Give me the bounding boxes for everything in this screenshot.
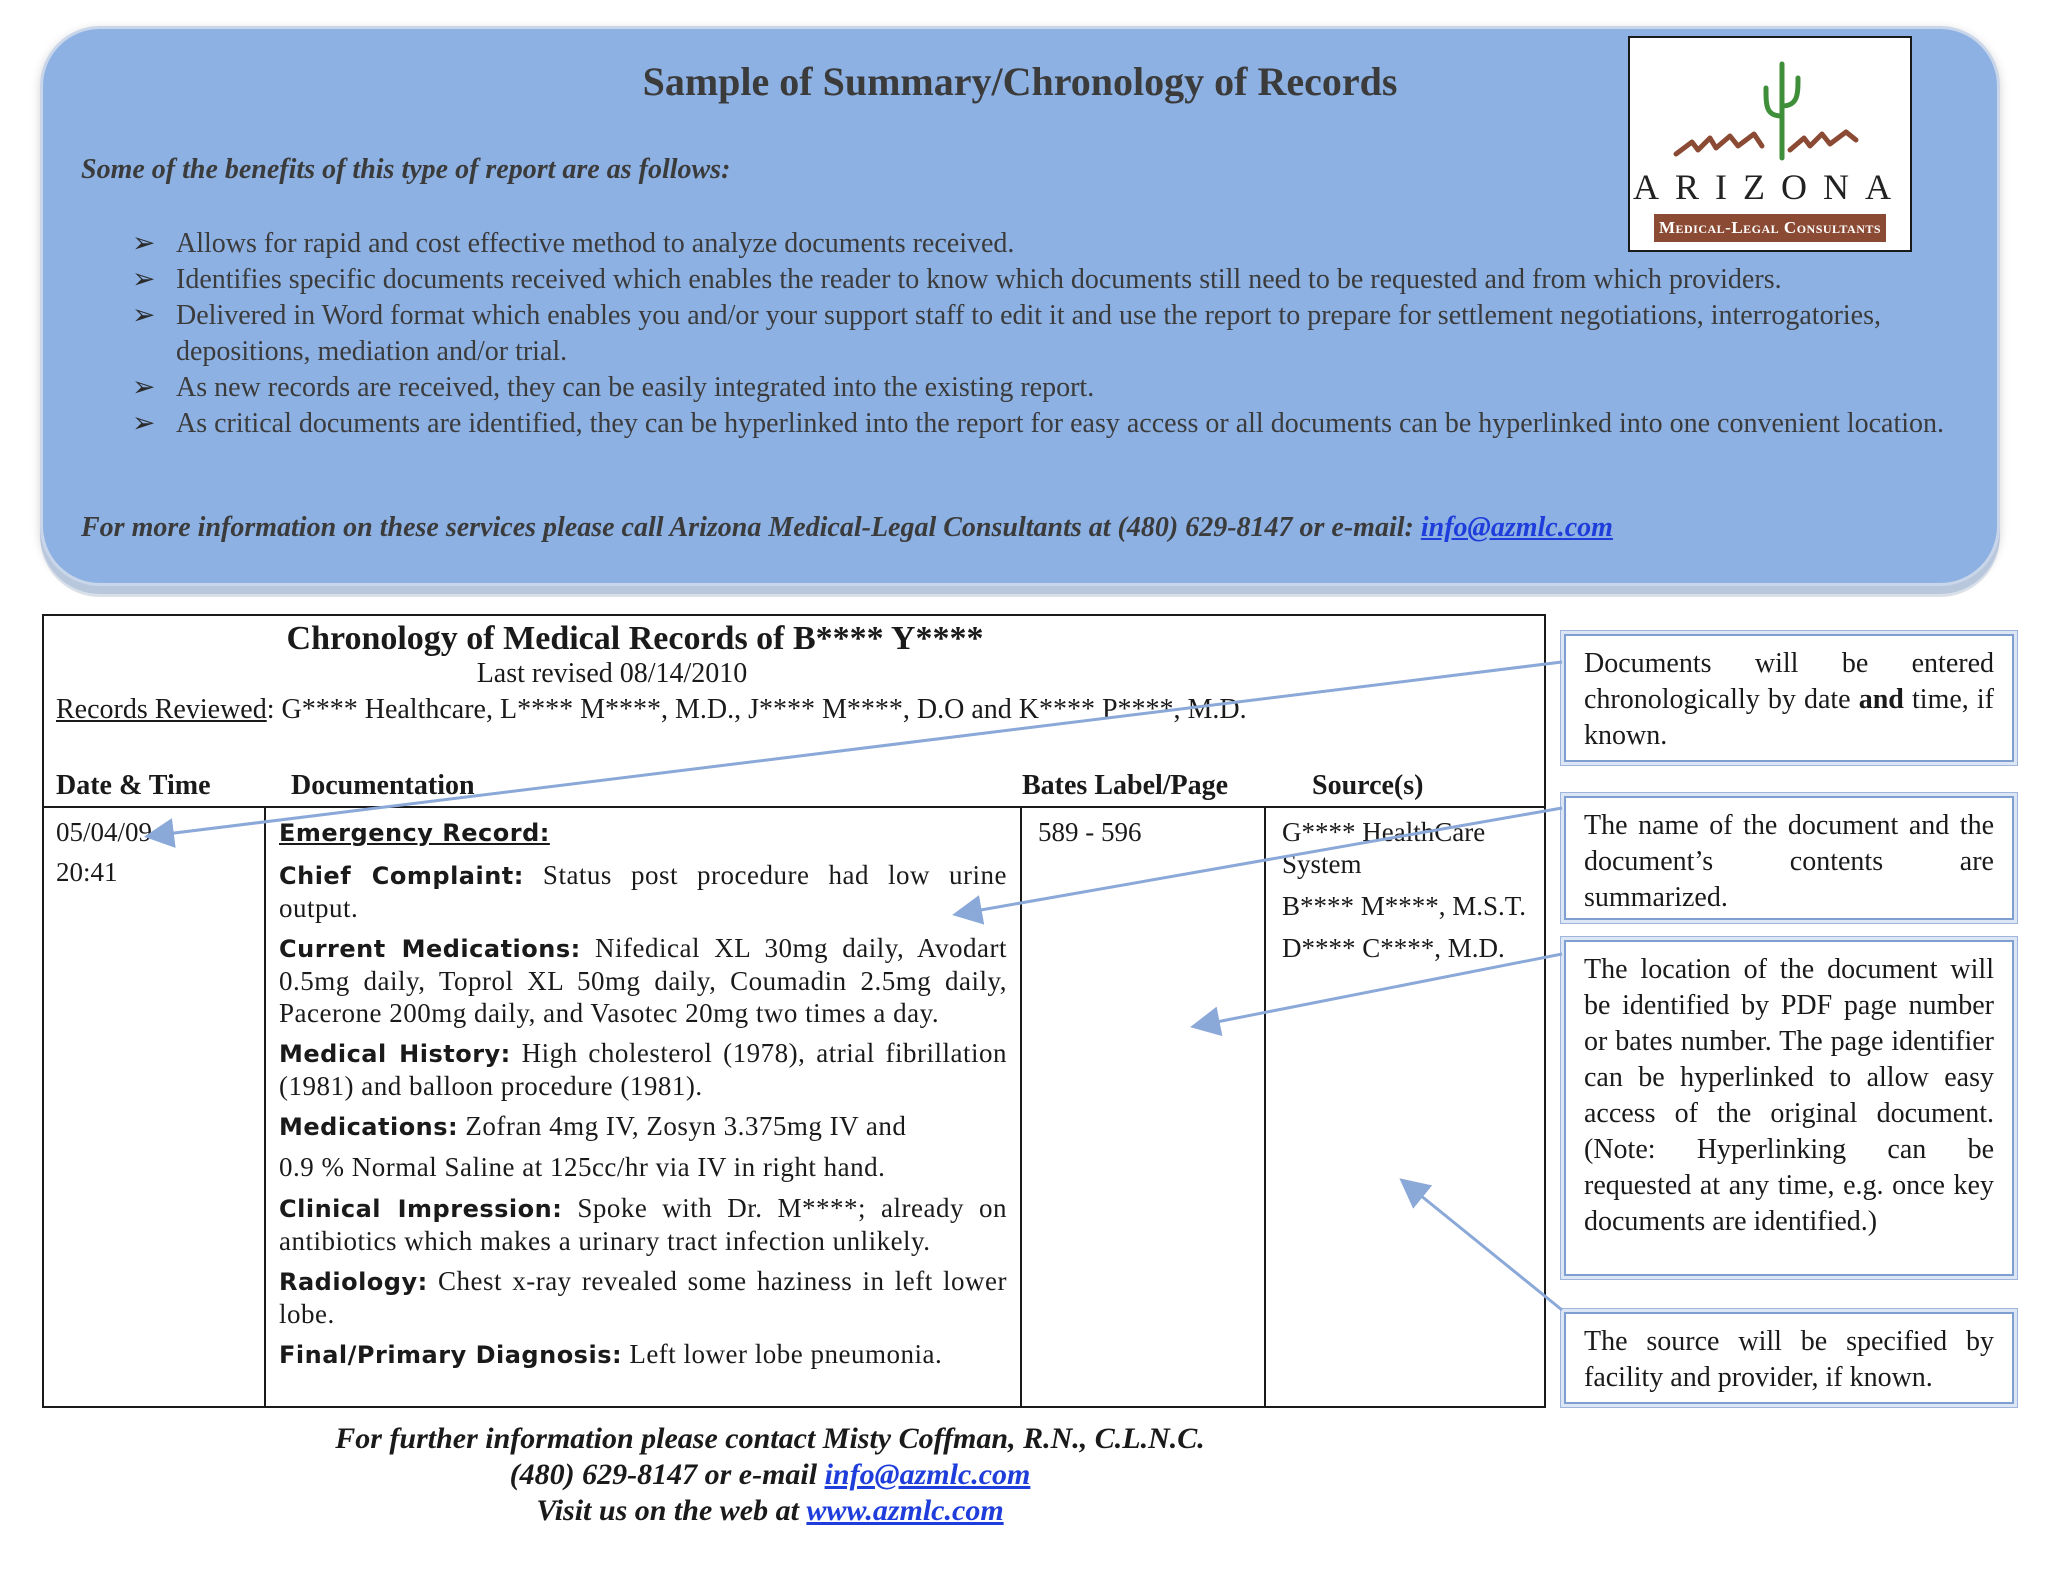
list-item: ➢ Allows for rapid and cost effective method to analyze documents received. — [132, 226, 2002, 262]
callout-source: The source will be specified by facility and provider, if known. — [1564, 1312, 2014, 1404]
col-header-sources: Source(s) — [1312, 770, 1424, 801]
logo-name: ARIZONA — [1633, 167, 1907, 207]
callout-location: The location of the document will be identified by PDF page number or bates number. The page identifier can be hyperlinked to allow easy access of the original document. (Note: Hyperlinking can be requested at any time, e.g. once key documents are identified.) — [1564, 940, 2014, 1276]
column-divider — [1020, 806, 1022, 1408]
callout-document-name: The name of the document and the document’s contents are summarized. — [1564, 796, 2014, 920]
list-item: Medications: Zofran 4mg IV, Zosyn 3.375mg IV and — [279, 1111, 907, 1141]
entry-time: 20:41 — [56, 857, 118, 887]
column-divider — [1264, 806, 1266, 1408]
list-item: Clinical Impression: Spoke with Dr. M****; already on antibiotics which makes a urinary tract infection unlikely. — [279, 1193, 1007, 1256]
footer-email-link[interactable]: info@azmlc.com — [824, 1458, 1031, 1491]
list-item: 0.9 % Normal Saline at 125cc/hr via IV in right hand. — [279, 1152, 886, 1182]
last-revised: Last revised 08/14/2010 — [476, 658, 748, 689]
logo-subtitle: Medical-Legal Consultants — [1654, 214, 1886, 242]
footer-web-line: Visit us on the web at www.azmlc.com — [536, 1494, 1004, 1527]
header-divider — [42, 806, 1546, 808]
benefits-list — [132, 226, 2002, 442]
list-item: Final/Primary Diagnosis: Left lower lobe pneumonia. — [279, 1339, 943, 1369]
arrow-bullet-icon: ➢ — [132, 228, 156, 259]
list-item: ➢ As critical documents are identified, they can be hyperlinked into the report for easy access or all documents can be hyperlinked into one convenient location. — [132, 406, 1956, 442]
cactus-logo-icon — [1670, 46, 1870, 166]
callout-chronological: Documents will be entered chronologically by date and time, if known. — [1564, 634, 2014, 762]
banner-intro: Some of the benefits of this type of report are as follows: — [81, 154, 731, 185]
list-item: ➢ Delivered in Word format which enables you and/or your support staff to edit it and use the report to prepare for settlement negotiations, interrogatories, depositions, mediation and/or trial. — [132, 300, 1882, 367]
email-link[interactable]: info@azmlc.com — [1420, 512, 1613, 543]
footer-contact: For further information please contact Misty Coffman, R.N., C.L.N.C. — [335, 1422, 1205, 1455]
record-title: Emergency Record: — [279, 819, 550, 847]
arrow-bullet-icon: ➢ — [132, 300, 156, 331]
list-item: Current Medications: Nifedical XL 30mg daily, Avodart 0.5mg daily, Toprol XL 50mg daily, Coumadin 2.5mg daily, Pacerone 200mg daily, and Vasotec 20mg two times a day. — [279, 933, 1007, 1028]
source-item: D**** C****, M.D. — [1282, 933, 1505, 963]
company-logo — [1628, 36, 1912, 252]
arrow-bullet-icon: ➢ — [132, 264, 156, 295]
source-item: G**** HealthCare System — [1282, 817, 1486, 879]
chronology-title: Chronology of Medical Records of B**** Y**** — [286, 620, 984, 657]
column-divider — [264, 806, 266, 1408]
arrow-bullet-icon: ➢ — [132, 408, 156, 439]
list-item: Radiology: Chest x-ray revealed some haziness in left lower lobe. — [279, 1266, 1007, 1329]
list-item: ➢ As new records are received, they can be easily integrated into the existing report. — [132, 370, 2002, 406]
entry-date: 05/04/09 — [56, 817, 153, 847]
documentation-cell — [279, 816, 1007, 1379]
list-item: Medical History: High cholesterol (1978), atrial fibrillation (1981) and balloon procedure (1981). — [279, 1038, 1007, 1101]
list-item: Chief Complaint: Status post procedure had low urine output. — [279, 860, 1008, 923]
source-item: B**** M****, M.S.T. — [1282, 891, 1527, 921]
col-header-documentation: Documentation — [291, 770, 475, 801]
list-item: ➢ Identifies specific documents received which enables the reader to know which documents still need to be requested and from which providers. — [132, 262, 2002, 298]
records-reviewed: Records Reviewed: G**** Healthcare, L**** M****, M.D., J**** M****, D.O and K**** P****, M.D. — [56, 694, 1247, 725]
sources-cell — [1282, 816, 1542, 964]
col-header-date: Date & Time — [56, 770, 211, 801]
banner-contact: For more information on these services please call Arizona Medical-Legal Consultants at (480) 629-8147 or e-mail: info@azmlc.com — [81, 512, 1613, 543]
col-header-bates: Bates Label/Page — [1022, 770, 1229, 801]
bates-page[interactable]: 589 - 596 — [1038, 817, 1142, 847]
arrow-bullet-icon: ➢ — [132, 372, 156, 403]
website-link[interactable]: www.azmlc.com — [806, 1494, 1004, 1527]
footer-email-line: (480) 629-8147 or e-mail info@azmlc.com — [509, 1458, 1031, 1491]
banner-title: Sample of Summary/Chronology of Records — [642, 59, 1398, 104]
